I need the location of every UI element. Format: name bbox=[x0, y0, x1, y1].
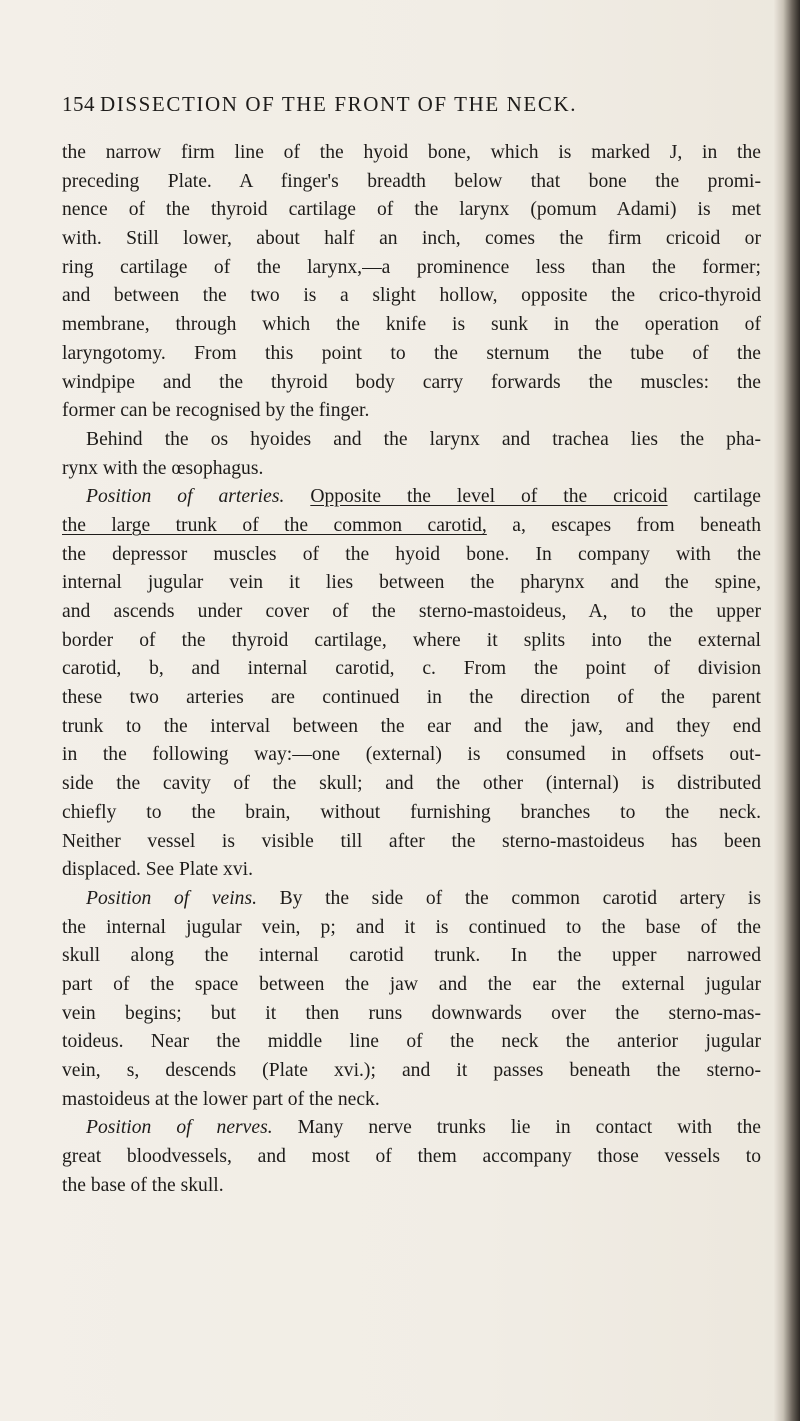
text-line: chiefly to the brain, without furnishing branches to the neck. bbox=[62, 801, 761, 823]
body-text bbox=[62, 139, 761, 1200]
underlined-text: Opposite the level of the cricoid bbox=[310, 486, 668, 508]
text-line: internal jugular vein it lies between the pharynx and the spine, bbox=[62, 572, 761, 594]
text-line: rynx with the œsophagus. bbox=[62, 457, 264, 479]
text-line: former can be recognised by the finger. bbox=[62, 400, 370, 422]
text-line: the narrow firm line of the hyoid bone, which is marked J, in the bbox=[62, 142, 761, 163]
text-line: vein, s, descends (Plate xvi.); and it passes beneath the sterno- bbox=[62, 1060, 761, 1081]
side-heading-veins: Position of veins. bbox=[86, 887, 257, 909]
text-line: in the following way:—one (external) is consumed in offsets out- bbox=[62, 744, 761, 766]
text-line: mastoideus at the lower part of the neck. bbox=[62, 1088, 380, 1110]
text-line: nence of the thyroid cartilage of the larynx (pomum Adami) is met bbox=[62, 199, 761, 221]
side-heading-arteries: Position of arteries. bbox=[86, 486, 285, 508]
side-heading-nerves: Position of nerves. bbox=[86, 1117, 273, 1139]
text-line: toideus. Near the middle line of the neck the anterior jugular bbox=[62, 1031, 761, 1053]
text-line: trunk to the interval between the ear and the jaw, and they end bbox=[62, 715, 761, 737]
text-line: Position of nerves. Many nerve trunks lie in contact with the bbox=[86, 1117, 761, 1139]
text-line: Behind the os hyoides and the larynx and trachea lies the pha- bbox=[86, 428, 761, 450]
text-line: ring cartilage of the larynx,—a prominence less than the former; bbox=[62, 256, 761, 278]
text-line: displaced. See Plate xvi. bbox=[62, 859, 253, 881]
text-line: vein begins; but it then runs downwards over the sterno-mas- bbox=[62, 1002, 761, 1024]
text-line: windpipe and the thyroid body carry forwards the muscles: the bbox=[62, 371, 761, 393]
text-line: these two arteries are continued in the direction of the parent bbox=[62, 687, 761, 709]
text-line: membrane, through which the knife is sunk in the operation of bbox=[62, 314, 761, 336]
text-line: carotid, b, and internal carotid, c. From the point of division bbox=[62, 658, 761, 680]
text-line: the internal jugular vein, p; and it is continued to the base of the bbox=[62, 916, 761, 938]
text-line: and ascends under cover of the sterno-mastoideus, A, to the upper bbox=[62, 601, 761, 622]
text-line: side the cavity of the skull; and the other (internal) is distributed bbox=[62, 773, 761, 795]
text-line: part of the space between the jaw and the ear the external jugular bbox=[62, 973, 761, 995]
page-number: 154 bbox=[62, 92, 95, 116]
page-header bbox=[62, 92, 762, 122]
text-line: Position of veins. By the side of the common carotid artery is bbox=[86, 887, 761, 909]
text-line: preceding Plate. A finger's breadth below that bone the promi- bbox=[62, 170, 761, 192]
text-line: skull along the internal carotid trunk. In the upper narrowed bbox=[62, 945, 761, 967]
text-line: the large trunk of the common carotid, a, escapes from beneath bbox=[62, 514, 761, 536]
text-line: great bloodvessels, and most of them accompany those vessels to bbox=[62, 1146, 761, 1168]
underlined-text: the large trunk of the common carotid, bbox=[62, 514, 487, 536]
text-line: with. Still lower, about half an inch, comes the firm cricoid or bbox=[62, 228, 761, 250]
text-line: border of the thyroid cartilage, where it splits into the external bbox=[62, 629, 761, 651]
text-line: laryngotomy. From this point to the sternum the tube of the bbox=[62, 342, 761, 364]
text-line: the depressor muscles of the hyoid bone. In company with the bbox=[62, 543, 761, 565]
running-head: DISSECTION OF THE FRONT OF THE NECK. bbox=[100, 92, 578, 116]
text-line: and between the two is a slight hollow, opposite the crico-thyroid bbox=[62, 285, 761, 307]
text-line: Neither vessel is visible till after the sterno-mastoideus has been bbox=[62, 830, 761, 852]
text-line: the base of the skull. bbox=[62, 1174, 224, 1196]
page-edge-shadow bbox=[774, 0, 800, 1421]
text-line: Position of arteries. Opposite the level of the cricoid cartilage bbox=[86, 486, 761, 508]
